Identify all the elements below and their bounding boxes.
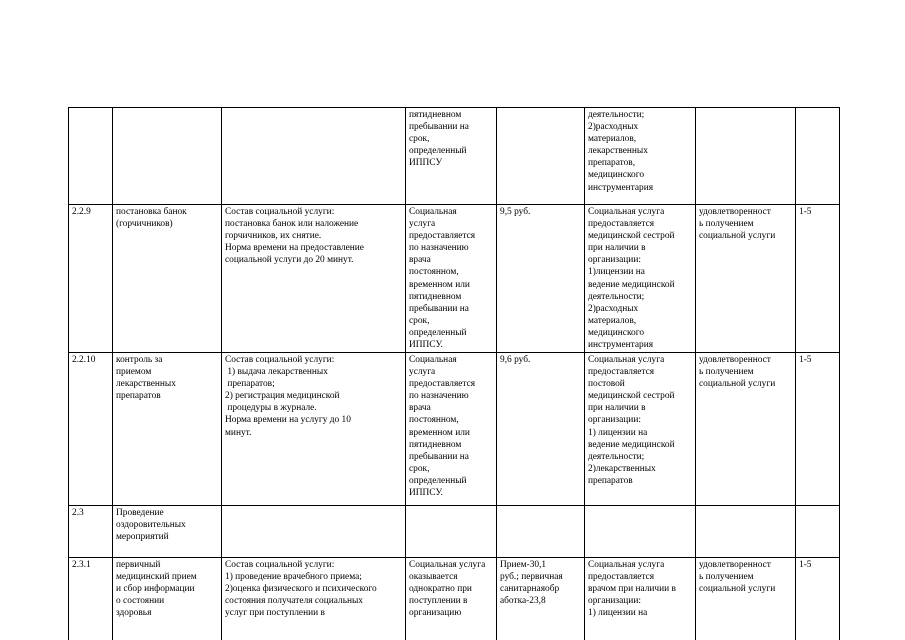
- table-row-rule: [68, 505, 840, 506]
- table-cell: Социальная услуга предоставляется по назначению врача постоянном, временном или пятидневном пребывании на срок, определенный ИППСУ.: [409, 207, 476, 351]
- table-cell: 9,5 руб.: [500, 207, 531, 217]
- table-cell: [799, 507, 838, 556]
- table-cell: 2.2.9: [72, 207, 91, 217]
- table-row-rule: [68, 204, 840, 205]
- table-row-rule: [68, 107, 840, 108]
- table-cell: [500, 507, 583, 556]
- table-cell: Социальная услуга предоставляется медицинской сестрой при наличии в организации: 1)лицензии на ведение медицинской деятельности; 2)расходных материалов, медицинского инструментария: [588, 207, 675, 351]
- table-column-rule: [68, 107, 69, 640]
- table-column-rule: [839, 107, 840, 640]
- table-cell: Социальная услуга предоставляется врачом при наличии в организации: 1) лицензии на: [588, 560, 676, 619]
- table-cell: 2.3.1: [72, 560, 91, 570]
- table-cell: [72, 109, 111, 203]
- table-cell: Социальная услуга предоставляется постовой медицинской сестрой при наличии в организации: 1) лицензии на ведение медицинской деятельности; 2)лекарственных препаратов: [588, 355, 675, 486]
- table-cell: Социальная услуга оказывается однократно при поступлении в организацию: [409, 560, 486, 619]
- table-column-rule: [221, 107, 222, 640]
- table-cell: постановка банок (горчичников): [116, 207, 187, 230]
- table-cell: удовлетворенност ь получением социальной услуги: [699, 207, 776, 242]
- table-cell: деятельности; 2)расходных материалов, лекарственных препаратов, медицинского инструментария: [588, 110, 654, 193]
- table-cell: Состав социальной услуги: постановка банок или наложение горчичников, их снятие. Норма времени на предоставление социальной услуги до 20 минут.: [225, 207, 364, 266]
- table-column-rule: [695, 107, 696, 640]
- table-cell: 1-5: [799, 355, 812, 365]
- table-cell: Социальная услуга предоставляется по назначению врача постоянном, временном или пятидневном пребывании на срок, определенный ИППСУ.: [409, 355, 476, 499]
- table-cell: первичный медицинский прием и сбор информации о состоянии здоровья: [116, 560, 197, 619]
- table-cell: [588, 507, 694, 556]
- table-cell: пятидневном пребывании на срок, определенный ИППСУ: [409, 110, 469, 169]
- table-cell: [225, 109, 404, 203]
- table-cell: [699, 507, 794, 556]
- table-row-rule: [68, 557, 840, 558]
- table-column-rule: [405, 107, 406, 640]
- table-cell: 2.2.10: [72, 355, 96, 365]
- table-cell: [799, 109, 838, 203]
- table-cell: Проведение оздоровительных мероприятий: [116, 508, 186, 543]
- table-column-rule: [496, 107, 497, 640]
- table-cell: [699, 109, 794, 203]
- table-column-rule: [795, 107, 796, 640]
- table-cell: контроль за приемом лекарственных препаратов: [116, 355, 176, 402]
- table-cell: удовлетворенност ь получением социальной услуги: [699, 560, 776, 595]
- table-cell: удовлетворенност ь получением социальной услуги: [699, 355, 776, 390]
- table-cell: Состав социальной услуги: 1) проведение врачебного приема; 2)оценка физического и психического состояния получателя социальных услуг при поступлении в: [225, 560, 377, 619]
- table-cell: [116, 109, 220, 203]
- table-row-rule: [68, 352, 840, 353]
- table-cell: [409, 507, 495, 556]
- table-column-rule: [584, 107, 585, 640]
- table-cell: [500, 109, 583, 203]
- table-cell: 1-5: [799, 207, 812, 217]
- table-cell: Состав социальной услуги: 1) выдача лекарственных препаратов; 2) регистрация медицинской процедуры в журнале. Норма времени на услугу до 10 минут.: [225, 355, 351, 438]
- table-column-rule: [112, 107, 113, 640]
- table-cell: 9,6 руб.: [500, 355, 531, 365]
- table-cell: Прием-30,1 руб.; первичная санитарнаяобр аботка-23,8: [500, 560, 563, 607]
- table-cell: 2.3: [72, 508, 84, 518]
- table-cell: [225, 507, 404, 556]
- table-cell: 1-5: [799, 560, 812, 570]
